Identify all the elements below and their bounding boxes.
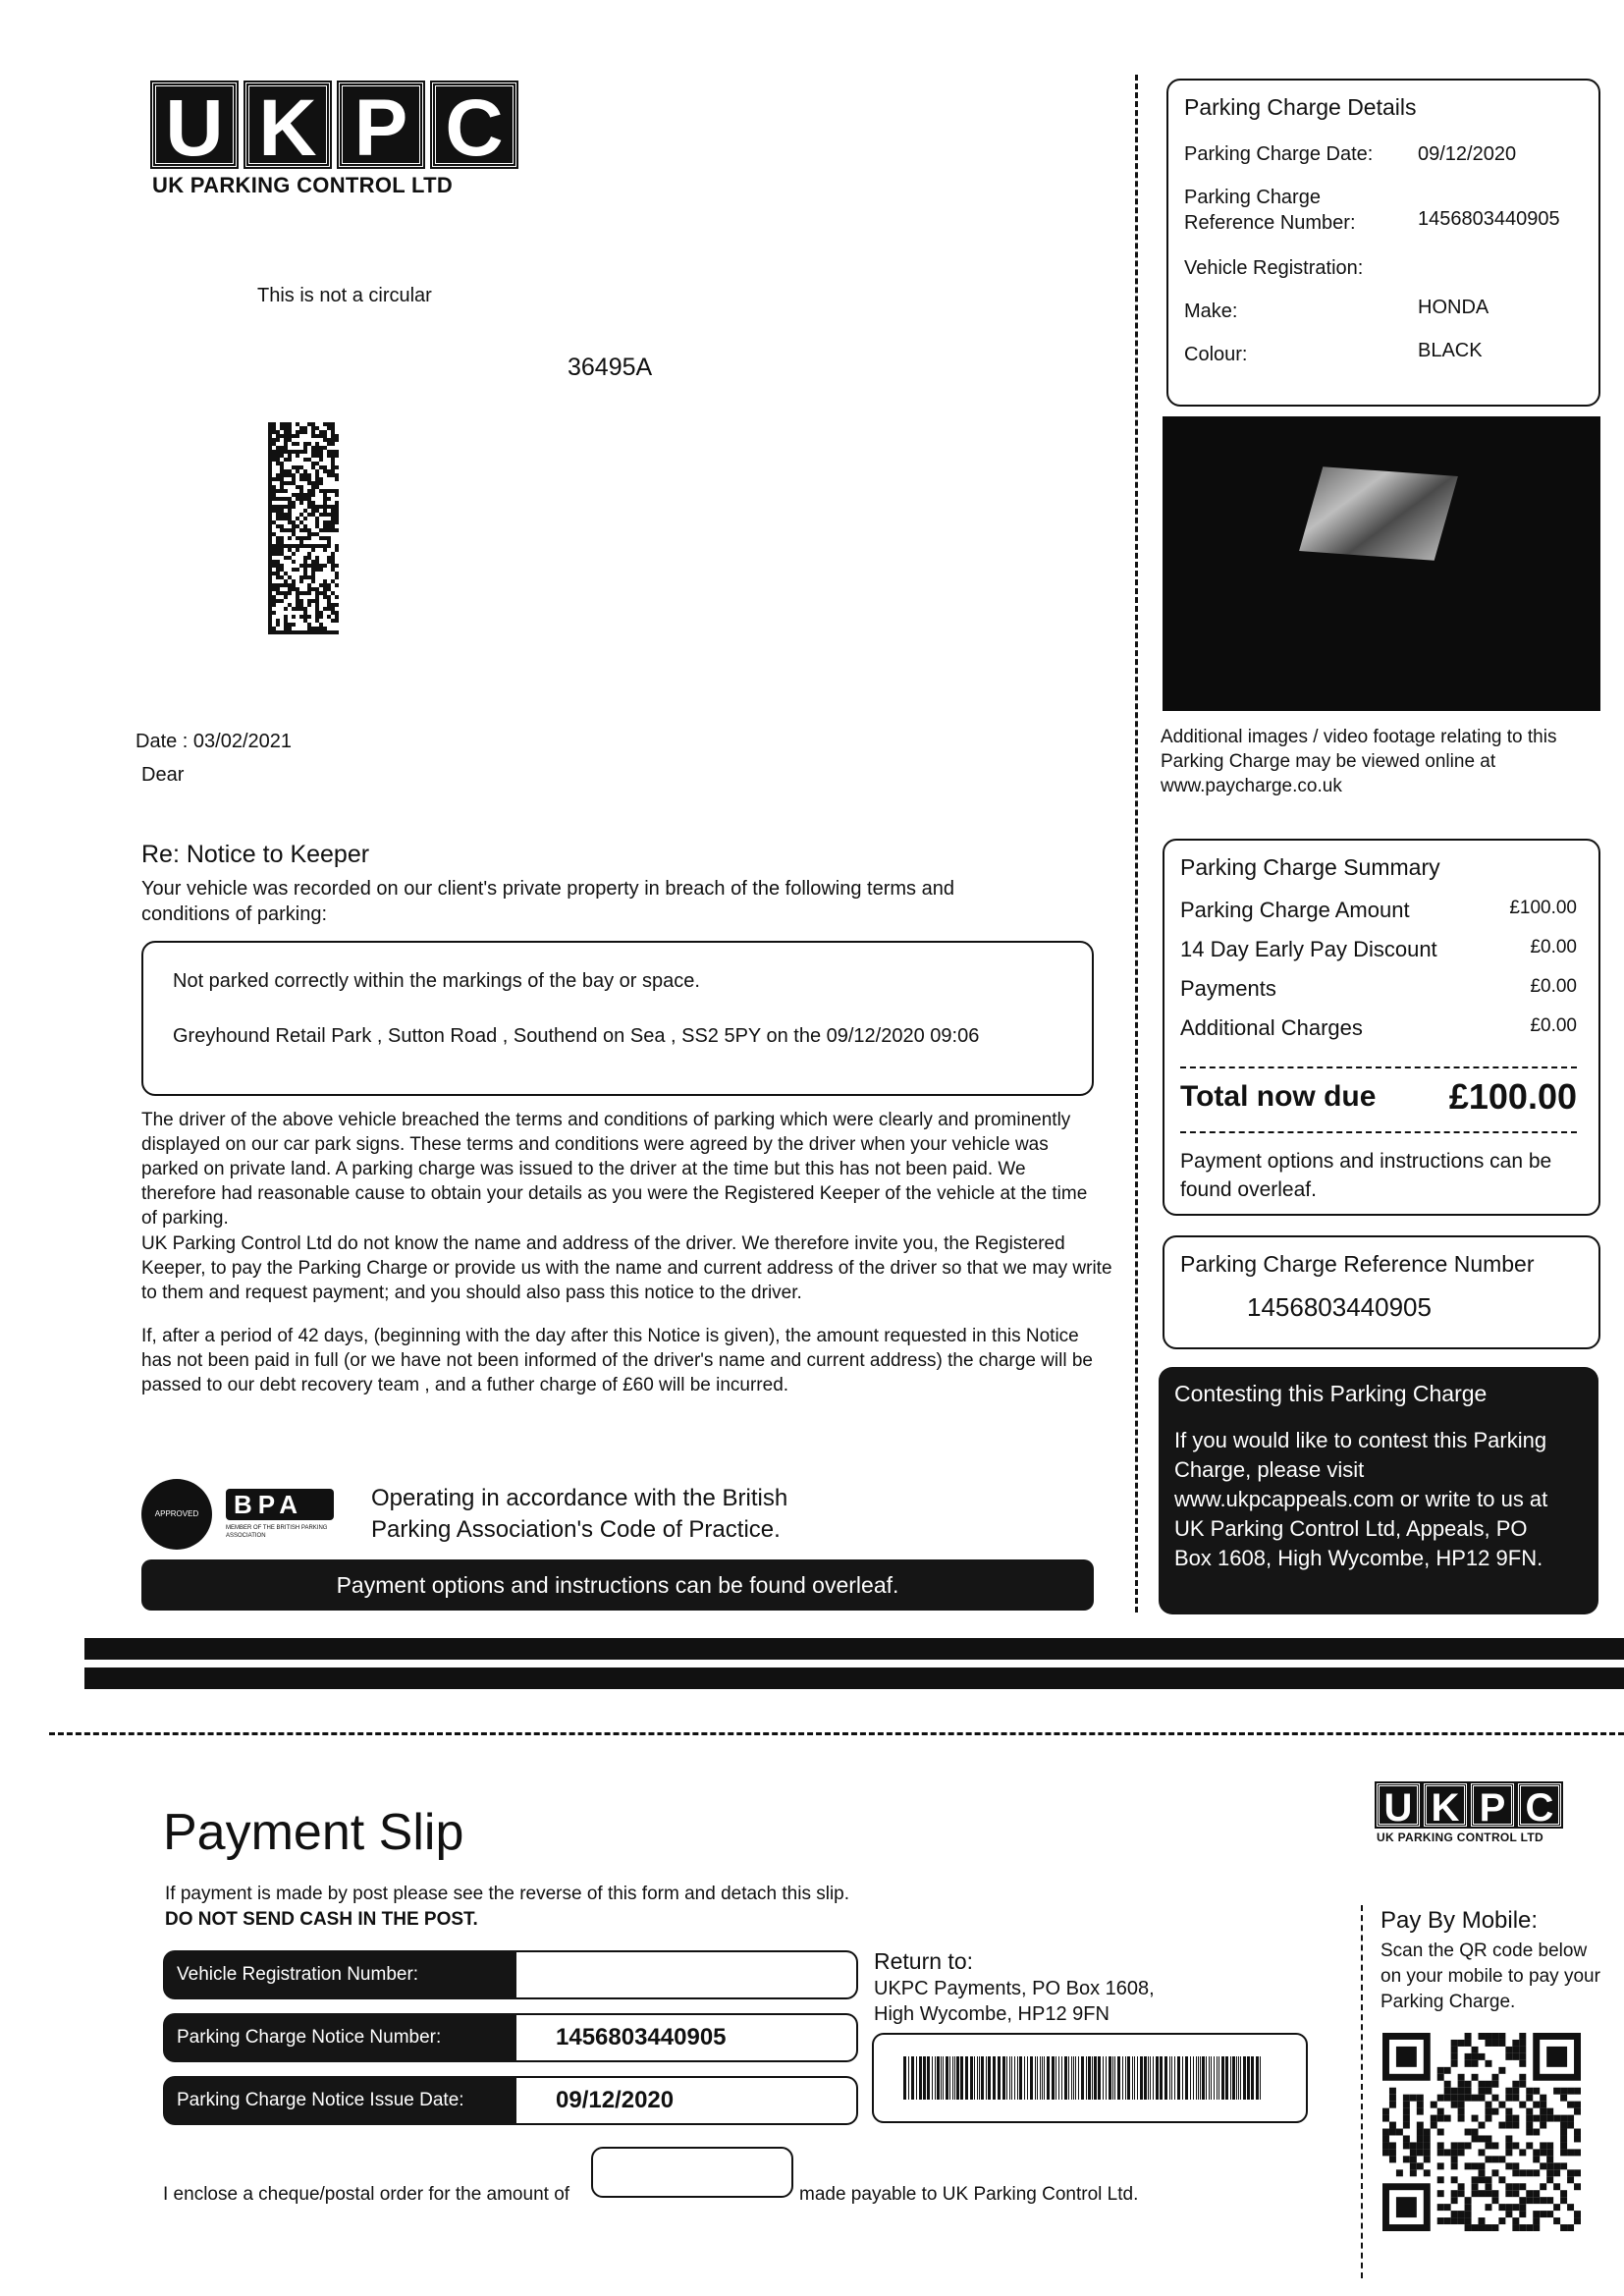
ukpc-logo [152,82,516,198]
bpa-logo [226,1489,334,1540]
summary-row-discount [1180,937,1577,962]
summary-row-payments [1180,976,1577,1002]
details-date-value: 09/12/2020 [1418,143,1517,165]
contest-body: If you would like to contest this Parking Charge, please visit www.ukpcappeals.com or write to us at UK Parking Control Ltd, Appeals, PO Box 1608, High Wycombe, HP12 9FN. [1174,1428,1548,1570]
summary-total-row [1180,1074,1577,1120]
reference-box-title: Parking Charge Reference Number [1180,1251,1535,1277]
reference-box-value: 1456803440905 [1247,1292,1432,1322]
details-ref-value: 1456803440905 [1418,208,1560,230]
parking-charge-details-box [1166,79,1600,407]
mobile-separator [1361,1905,1363,2278]
bpa-statement-line-1: Operating in accordance with the British [371,1485,788,1511]
logo-letter-c: C [432,82,516,167]
bpa-small-text: MEMBER OF THE BRITISH PARKING ASSOCIATION [226,1525,328,1539]
summary-row-additional [1180,1015,1577,1041]
breach-reason: Not parked correctly within the markings of the bay or space. [173,970,700,992]
bpa-statement [371,1483,787,1546]
return-address-line-2: High Wycombe, HP12 9FN [874,2003,1110,2025]
slip-field-label-registration: Vehicle Registration Number: [163,1950,516,1999]
salutation: Dear [141,764,185,786]
logo-letter-k: K [245,82,330,167]
divider-bar [84,1638,1624,1660]
return-label: Return to: [874,1948,973,1974]
number-plate-glare [1299,466,1458,561]
enclose-text-2: made payable to UK Parking Control Ltd. [799,2184,1139,2205]
divider-bar-lower [84,1667,1624,1689]
summary-discount-label: 14 Day Early Pay Discount [1180,937,1437,961]
logo-small-letter-p: P [1471,1783,1514,1827]
cheque-amount-field[interactable] [591,2147,793,2198]
summary-additional-label: Additional Charges [1180,1015,1363,1040]
slip-field-label-notice-number: Parking Charge Notice Number: [163,2013,516,2062]
details-title: Parking Charge Details [1184,94,1417,120]
notice-intro: Your vehicle was recorded on our client's private property in breach of the following terms and conditions of parking: [141,878,954,925]
date-value: 03/02/2021 [192,731,293,752]
paragraph-2: UK Parking Control Ltd do not know the name and address of the driver. We therefore invite you, the Registered Keeper, to pay the Parking Charge or provide us with the name and current address of the driver so that we may write to them and request payment; and you should also pass this notice to the driver. [141,1233,1112,1303]
logo-letters [152,82,516,173]
reference-code: 36495A [568,354,653,381]
approved-badge-text: APPROVED [154,1509,199,1518]
breach-box [141,941,1094,1096]
logo-small-letter-k: K [1424,1783,1467,1827]
summary-title: Parking Charge Summary [1180,854,1440,880]
slip-instruction: If payment is made by post please see the reverse of this form and detach this slip. [165,1884,850,1904]
return-address-line-1: UKPC Payments, PO Box 1608, [874,1978,1155,1999]
details-colour-label: Colour: [1184,344,1248,365]
pay-by-mobile-title: Pay By Mobile: [1380,1907,1539,1934]
summary-amount-label: Parking Charge Amount [1180,898,1410,922]
slip-field-value-issue-date: 09/12/2020 [516,2076,858,2125]
datamatrix-code [267,422,340,634]
payment-qr-code[interactable] [1382,2033,1581,2231]
details-make-value: HONDA [1418,297,1489,318]
logo-company-name: UK PARKING CONTROL LTD [152,173,454,197]
summary-additional-value: £0.00 [1530,1015,1577,1036]
enclose-text-1: I enclose a cheque/postal order for the amount of [163,2184,570,2205]
image-caption: Additional images / video footage relating to this Parking Charge may be viewed online at www.paycharge.co.uk [1161,727,1557,796]
slip-field-value-notice-number: 1456803440905 [516,2013,858,2062]
vehicle-photo [1163,416,1600,711]
summary-amount-value: £100.00 [1509,898,1577,918]
details-ref-label [1184,185,1356,236]
slip-field-value-registration [516,1950,858,1999]
cut-line [49,1732,1624,1735]
details-ref-label-line-1: Parking Charge [1184,187,1321,208]
payment-banner [141,1559,1094,1611]
paragraph-3: If, after a period of 42 days, (beginning with the day after this Notice is given), the amount requested in this Notice has not been paid in full (or we have not been informed of the driver's name and current address) the charge will be passed to our debt recovery team , and a futher charge of £60 will be incurred. [141,1326,1093,1395]
approved-operator-badge [141,1479,212,1550]
logo-letter-p: P [339,82,423,167]
paragraph-1: The driver of the above vehicle breached the terms and conditions of parking which were clearly and prominently displayed on our car park signs. These terms and conditions were agreed by the driver when your vehicle was parked on private land. A parking charge was issued to the driver at the time but this has not been paid. We therefore had reasonable cause to obtain your details as you were the Registered Keeper of the vehicle at the time of parking. [141,1110,1088,1229]
barcode-box [872,2033,1308,2123]
details-date-label: Parking Charge Date: [1184,143,1374,165]
contest-title: Contesting this Parking Charge [1174,1381,1488,1406]
slip-warning: DO NOT SEND CASH IN THE POST. [165,1909,478,1930]
logo-small-letter-u: U [1377,1783,1420,1827]
logo-small-letter-c: C [1518,1783,1561,1827]
circular-note: This is not a circular [257,285,432,306]
details-make-label: Make: [1184,301,1238,322]
summary-divider-bottom [1180,1131,1577,1133]
vertical-separator [1135,75,1138,1613]
logo-small-letters [1377,1783,1561,1830]
summary-total-label: Total now due [1180,1080,1377,1113]
summary-payments-label: Payments [1180,976,1276,1001]
details-ref-label-line-2: Reference Number: [1184,212,1356,234]
ukpc-logo-small [1377,1783,1561,1844]
slip-title: Payment Slip [163,1804,464,1861]
summary-total-value: £100.00 [1448,1076,1577,1117]
breach-location: Greyhound Retail Park , Sutton Road , Southend on Sea , SS2 5PY on the 09/12/2020 09:06 [173,1025,980,1047]
logo-letter-u: U [152,82,237,167]
reference-number-box [1163,1235,1600,1349]
bpa-logo-mark: BPA [226,1489,334,1520]
details-colour-value: BLACK [1418,340,1483,361]
summary-divider-top [1180,1066,1577,1068]
notice-heading: Re: Notice to Keeper [141,841,370,868]
summary-row-amount [1180,898,1577,923]
details-reg-label: Vehicle Registration: [1184,257,1364,279]
payment-banner-text: Payment options and instructions can be found overleaf. [336,1572,899,1598]
summary-payments-value: £0.00 [1530,976,1577,997]
bpa-statement-line-2: Parking Association's Code of Practice. [371,1516,781,1543]
payment-barcode [903,2056,1280,2100]
letter-date [135,729,292,754]
slip-field-label-issue-date: Parking Charge Notice Issue Date: [163,2076,516,2125]
pay-by-mobile-text: Scan the QR code below on your mobile to pay your Parking Charge. [1380,1941,1600,2012]
contest-box [1159,1367,1598,1614]
logo-small-company-name: UK PARKING CONTROL LTD [1377,1831,1543,1844]
date-label: Date : [135,731,189,752]
summary-discount-value: £0.00 [1530,937,1577,957]
summary-note: Payment options and instructions can be found overleaf. [1180,1150,1552,1201]
parking-charge-summary-box [1163,839,1600,1216]
return-address [874,1976,1155,2027]
